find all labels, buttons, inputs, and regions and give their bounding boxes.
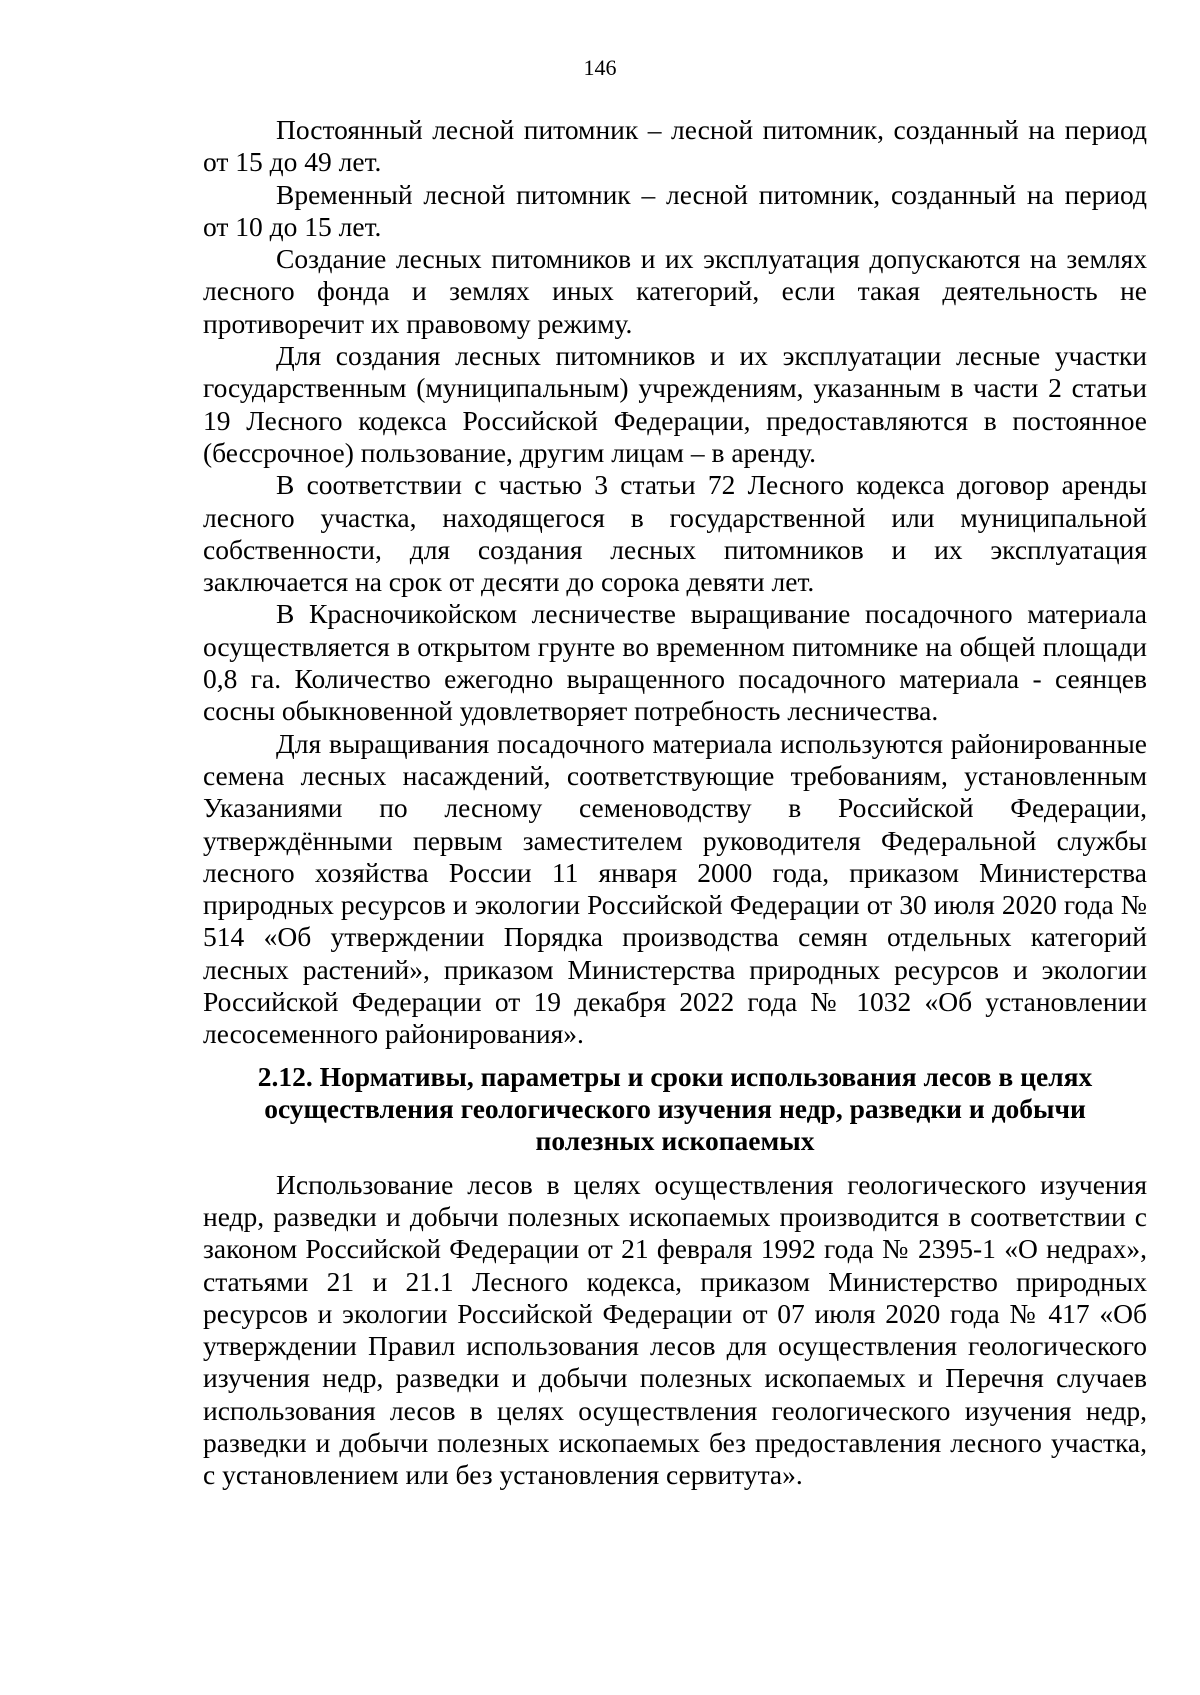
paragraph-land-provision: Для создания лесных питомников и их эксплуатации лесные участки государственным (муниципальным) учреждениям, указанным в части 2 статьи 19 Лесного кодекса Российской Федерации, предоставляются в постоянное (бессрочное) пользование, другим лицам – в аренду. [203, 340, 1147, 468]
page-number: 146 [583, 55, 617, 80]
paragraph-lease-term: В соответствии с частью 3 статьи 72 Лесного кодекса договор аренды лесного участка, находящегося в государственной или муниципальной собственности, для создания лесных питомников и их эксплуатация заключается на срок от десяти до сорока девяти лет. [203, 469, 1147, 598]
paragraph-nursery-creation: Создание лесных питомников и их эксплуатация допускаются на землях лесного фонда и землях иных категорий, если такая деятельность не противоречит их правовому режиму. [203, 243, 1147, 339]
paragraph-geological-use: Использование лесов в целях осуществления геологического изучения недр, разведки и добычи полезных ископаемых производится в соответствии с законом Российской Федерации от 21 февраля 1992 года № 2395-1 «О недрах», статьями 21 и 21.1 Лесного кодекса, приказом Министерство природных ресурсов и экологии Российской Федерации от 07 июля 2020 года № 417 «Об утверждении Правил использования лесов для осуществления геологического изучения недр, разведки и добычи полезных ископаемых и Перечня случаев использования лесов в целях осуществления геологического изучения недр, разведки и добычи полезных ископаемых без предоставления лесного участка, с установлением или без установления сервитута». [203, 1168, 1147, 1491]
paragraph-permanent-nursery: Постоянный лесной питомник – лесной питомник, созданный на период от 15 до 49 лет. [203, 114, 1147, 178]
paragraph-temporary-nursery: Временный лесной питомник – лесной питомник, созданный на период от 10 до 15 лет. [203, 178, 1147, 242]
paragraph-local-nursery: В Красночикойском лесничестве выращивание посадочного материала осуществляется в открытом грунте во временном питомнике на общей площади 0,8 га. Количество ежегодно выращенного посадочного материала - сеянцев сосны обыкновенной удовлетворяет потребность лесничества. [203, 598, 1147, 727]
section-heading: 2.12. Нормативы, параметры и сроки использования лесов в целях осуществления геологического изучения недр, разведки и добычи полезных ископаемых [257, 1060, 1093, 1156]
page-body [203, 114, 1147, 1492]
paragraph-seed-requirements: Для выращивания посадочного материала используются районированные семена лесных насаждений, соответствующие требованиям, установленным Указаниями по лесному семеноводству в Российской Федерации, утверждёнными первым заместителем руководителя Федеральной службы лесного хозяйства России 11 января 2000 года, приказом Министерства природных ресурсов и экологии Российской Федерации от 30 июля 2020 года № 514 «Об утверждении Порядка производства семян отдельных категорий лесных растений», приказом Министерства природных ресурсов и экологии Российской Федерации от 19 декабря 2022 года № 1032 «Об установлении лесосеменного районирования». [203, 727, 1147, 1050]
